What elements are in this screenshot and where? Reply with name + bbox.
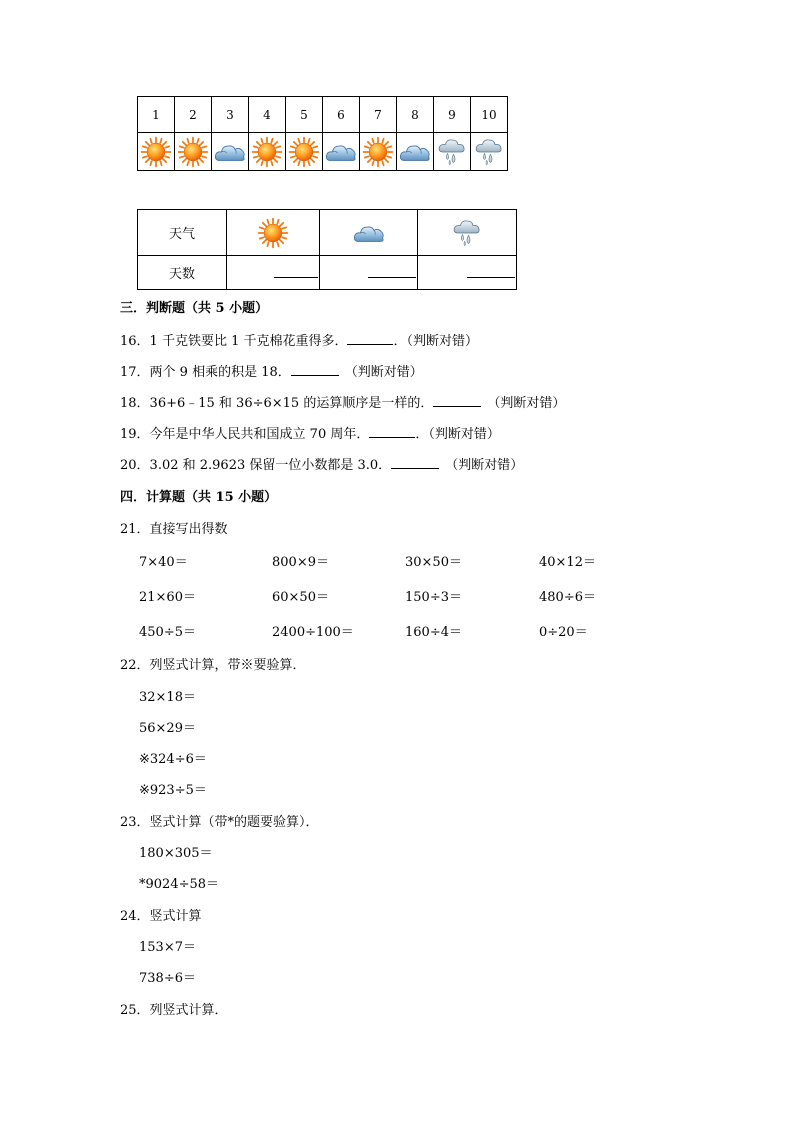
calc-item: 480÷6＝ xyxy=(539,590,596,605)
calc-item: 30×50＝ xyxy=(405,555,462,570)
tally-icon-cell xyxy=(227,210,320,256)
day-cell: 9 xyxy=(434,97,471,133)
day-cell: 4 xyxy=(249,97,286,133)
days-answer-cell[interactable] xyxy=(320,256,418,290)
answer-blank[interactable] xyxy=(291,375,339,376)
question-25: 25．列竖式计算． xyxy=(120,1003,228,1018)
weather-cell xyxy=(471,133,508,171)
rain-icon xyxy=(437,136,467,168)
sun-icon xyxy=(177,136,209,168)
calc-item: 7×40＝ xyxy=(139,555,188,570)
cloud-icon xyxy=(324,140,358,164)
calc-item: 738÷6＝ xyxy=(139,971,196,986)
tally-icon-cell xyxy=(320,210,418,256)
day-cell: 10 xyxy=(471,97,508,133)
weather-cell xyxy=(397,133,434,171)
calc-item: 180×305＝ xyxy=(139,846,213,861)
question-17: 17．两个 9 相乘的积是 18． （判断对错） xyxy=(120,365,423,380)
weather-cell xyxy=(249,133,286,171)
question-23: 23．竖式计算（带*的题要验算）． xyxy=(120,815,319,830)
calc-item: 21×60＝ xyxy=(139,590,196,605)
day-cell: 7 xyxy=(360,97,397,133)
weather-sequence-table xyxy=(137,96,508,171)
answer-blank[interactable] xyxy=(347,344,393,345)
calc-item: 160÷4＝ xyxy=(405,625,462,640)
question-20: 20．3.02 和 2.9623 保留一位小数都是 3.0． （判断对错） xyxy=(120,458,524,473)
cloud-icon xyxy=(352,221,386,245)
question-16: 16．1 千克铁要比 1 千克棉花重得多． ．（判断对错） xyxy=(120,334,478,349)
day-cell: 1 xyxy=(138,97,175,133)
question-18: 18．36+6﹣15 和 36÷6×15 的运算顺序是一样的． （判断对错） xyxy=(120,396,566,411)
sun-icon xyxy=(257,217,289,249)
row-label-days: 天数 xyxy=(138,256,227,290)
section-title-calculation: 四．计算题（共 15 小题） xyxy=(120,490,278,505)
calc-item: 450÷5＝ xyxy=(139,625,196,640)
question-22: 22．列竖式计算，带※要验算． xyxy=(120,658,306,673)
answer-blank[interactable] xyxy=(391,468,439,469)
weather-cell xyxy=(212,133,249,171)
cloud-icon xyxy=(398,140,432,164)
weather-cell xyxy=(360,133,397,171)
weather-cell xyxy=(286,133,323,171)
row-label-weather: 天气 xyxy=(138,210,227,256)
question-24: 24．竖式计算 xyxy=(120,909,202,924)
sun-icon xyxy=(251,136,283,168)
cloud-icon xyxy=(213,140,247,164)
day-cell: 6 xyxy=(323,97,360,133)
answer-blank[interactable] xyxy=(433,406,481,407)
days-answer-cell[interactable] xyxy=(227,256,320,290)
calc-item: 56×29＝ xyxy=(139,721,196,736)
tally-icon-cell xyxy=(418,210,517,256)
weather-cell xyxy=(323,133,360,171)
day-cell: 3 xyxy=(212,97,249,133)
answer-blank[interactable] xyxy=(369,437,415,438)
calc-item: 800×9＝ xyxy=(272,555,329,570)
calc-item: 0÷20＝ xyxy=(539,625,588,640)
weather-tally-table xyxy=(137,209,517,290)
rain-icon xyxy=(474,136,504,168)
sun-icon xyxy=(288,136,320,168)
calc-item: *9024÷58＝ xyxy=(139,877,220,892)
calc-item: ※923÷5＝ xyxy=(139,783,207,798)
day-cell: 2 xyxy=(175,97,212,133)
weather-cell xyxy=(138,133,175,171)
question-19: 19．今年是中华人民共和国成立 70 周年． ．（判断对错） xyxy=(120,427,500,442)
question-21: 21．直接写出得数 xyxy=(120,522,228,537)
weather-cell xyxy=(434,133,471,171)
calc-item: 40×12＝ xyxy=(539,555,596,570)
calc-item: 150÷3＝ xyxy=(405,590,462,605)
weather-cell xyxy=(175,133,212,171)
sun-icon xyxy=(140,136,172,168)
days-answer-cell[interactable] xyxy=(418,256,517,290)
calc-item: 153×7＝ xyxy=(139,940,196,955)
calc-item: 2400÷100＝ xyxy=(272,625,354,640)
day-cell: 8 xyxy=(397,97,434,133)
calc-item: 32×18＝ xyxy=(139,690,196,705)
calc-item: 60×50＝ xyxy=(272,590,329,605)
sun-icon xyxy=(362,136,394,168)
rain-icon xyxy=(452,216,482,250)
calc-item: ※324÷6＝ xyxy=(139,752,207,767)
day-cell: 5 xyxy=(286,97,323,133)
section-title-judgement: 三．判断题（共 5 小题） xyxy=(120,301,269,316)
